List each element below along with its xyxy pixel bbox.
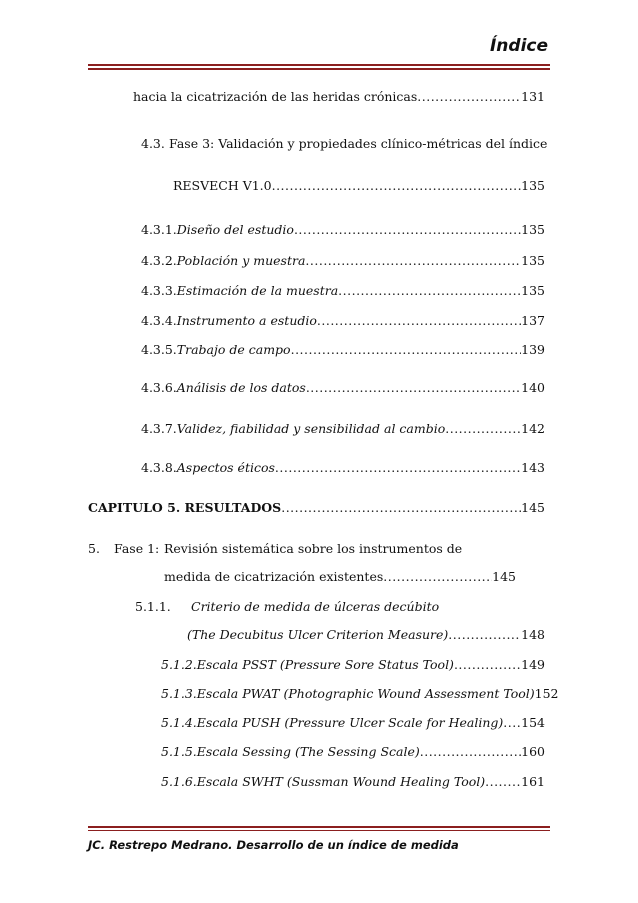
toc-entry-label: Diseño del estudio [176,222,294,237]
footer-rule [88,826,550,828]
toc-entry-number: 4.3.6. [141,380,177,395]
toc-entry[interactable] [161,657,545,673]
toc-entry-number: 4.3. [141,136,165,151]
toc-entry-label: Población y muestra [176,253,306,268]
toc-entry-page: 148 [521,627,545,642]
toc-entry-number: 4.3.7. [141,421,177,436]
toc-entry-number: 5. [88,541,100,556]
toc-leader-dots [420,744,521,760]
toc-entry[interactable] [141,421,545,437]
toc-entry-page: 143 [521,460,545,475]
toc-entry-label: Análisis de los datos [176,380,306,395]
toc-leader-dots [317,313,521,329]
toc-entry-page: 137 [521,313,545,328]
toc-entry-page: 154 [521,715,545,730]
toc-entry-page: 160 [521,744,545,759]
toc-entry[interactable] [187,627,545,643]
footer-rule-secondary [88,830,550,831]
toc-chapter-label: CAPITULO 5. RESULTADOS [88,500,282,515]
toc-entry-page: 142 [521,421,545,436]
page-header-title: Índice [489,36,548,56]
toc-entry-page: 161 [521,774,545,789]
toc-leader-dots [275,460,521,476]
toc-entry-number: 4.3.1. [141,222,177,237]
header-rule-secondary [88,68,550,70]
toc-entry-number: 4.3.3. [141,283,177,298]
toc-entry[interactable] [161,715,545,731]
toc-entry-page: 149 [521,657,545,672]
toc-entry-label: Aspectos éticos [176,460,275,475]
toc-leader-dots [454,657,521,673]
toc-entry[interactable] [133,89,545,105]
toc-entry-label: 5.1.5.Escala Sessing (The Sessing Scale) [161,744,420,759]
toc-entry-page: 152 [534,686,559,701]
toc-entry-page: 131 [521,89,545,104]
toc-entry[interactable] [141,313,545,329]
toc-entry-page: 135 [521,253,545,268]
toc-leader-dots [445,421,521,437]
toc-entry-page: 135 [521,178,545,193]
toc-entry-number: 4.3.5. [141,342,177,357]
toc-entry-label: Fase 3: Validación y propiedades clínico-métricas del índice [169,136,548,151]
toc-entry-label: (The Decubitus Ulcer Criterion Measure) [187,627,449,642]
toc-leader-dots [294,222,521,238]
toc-entry-label: Criterio de medida de úlceras decúbito [191,599,440,614]
toc-entry-label: Validez, fiabilidad y sensibilidad al cambio [176,421,446,436]
toc-entry-label: Trabajo de campo [176,342,291,357]
toc-leader-dots [291,342,522,358]
toc-entry-phase: Fase 1: [114,541,160,556]
toc-entry-label: 5.1.3.Escala PWAT (Photographic Wound Assessment Tool) [161,686,535,701]
toc-leader-dots [383,569,492,585]
toc-entry-label: 5.1.6.Escala SWHT (Sussman Wound Healing Tool) [161,774,486,789]
toc-entry-label: RESVECH V1.0 [173,178,272,193]
toc-entry-label: Instrumento a estudio [176,313,317,328]
toc-entry-label: Estimación de la muestra [176,283,339,298]
toc-entry-page: 140 [521,380,545,395]
toc-entry-label: 5.1.2.Escala PSST (Pressure Sore Status Tool) [161,657,454,672]
toc-entry-label: medida de cicatrización existentes [164,569,384,584]
toc-leader-dots [272,178,522,194]
toc-entry[interactable] [173,178,545,194]
toc-entry-number: 4.3.8. [141,460,177,475]
toc-entry-label: Revisión sistemática sobre los instrumentos de [164,541,463,556]
toc-entry[interactable] [161,774,545,790]
toc-entry-label: 5.1.4.Escala PUSH (Pressure Ulcer Scale for Healing) [161,715,504,730]
toc-entry[interactable] [161,744,545,760]
toc-entry-label: hacia la cicatrización de las heridas crónicas [133,89,418,104]
toc-entry[interactable] [141,460,545,476]
toc-entry-page: 139 [521,342,545,357]
toc-leader-dots [338,283,521,299]
toc-entry[interactable] [141,136,547,152]
toc-leader-dots [305,253,521,269]
toc-chapter-entry[interactable] [88,500,545,516]
toc-entry[interactable] [135,599,439,615]
header-rule [88,64,550,66]
toc-entry-page: 145 [521,500,545,515]
toc-leader-dots [281,500,521,516]
toc-entry[interactable] [141,253,545,269]
toc-leader-dots [448,627,521,643]
toc-entry[interactable] [141,342,545,358]
toc-entry[interactable] [88,541,462,557]
toc-entry[interactable] [161,686,559,702]
toc-leader-dots [485,774,521,790]
toc-leader-dots [306,380,521,396]
toc-entry-page: 145 [492,569,516,584]
toc-leader-dots [417,89,521,105]
toc-entry-page: 135 [521,222,545,237]
toc-entry-number: 5.1.1. [135,599,171,614]
toc-entry-number: 4.3.4. [141,313,177,328]
toc-entry-page: 135 [521,283,545,298]
page-footer-text: JC. Restrepo Medrano. Desarrollo de un índice de medida [88,838,459,852]
toc-leader-dots [503,715,521,731]
toc-entry[interactable] [141,380,545,396]
toc-entry[interactable] [141,283,545,299]
toc-entry[interactable] [164,569,516,585]
toc-entry[interactable] [141,222,545,238]
toc-entry-number: 4.3.2. [141,253,177,268]
